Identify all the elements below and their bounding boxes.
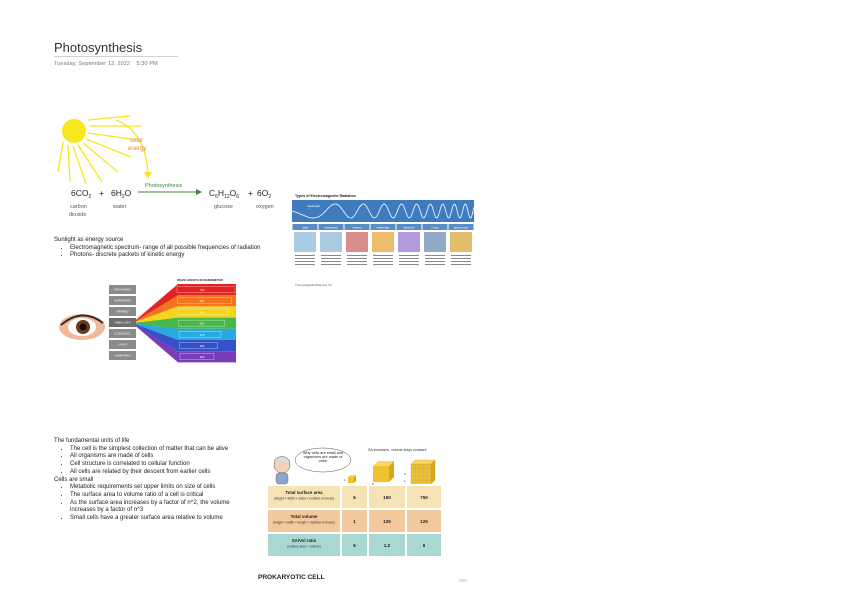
notes-sunlight xyxy=(54,237,294,260)
em-band-caption-line xyxy=(425,264,445,265)
em-band-caption-line xyxy=(451,264,471,265)
list-item: • Photons- discrete packets of kinetic energy xyxy=(70,252,294,260)
em-figure-title: Types of Electromagnetic Radiation xyxy=(295,194,356,198)
em-band-image xyxy=(398,232,420,252)
mini-cube xyxy=(419,472,423,476)
em-band-caption-line xyxy=(451,255,471,256)
time-text: 5:30 PM xyxy=(136,61,158,67)
nm-value: 400 xyxy=(199,355,205,360)
em-band-label: gamma rays xyxy=(453,226,469,230)
nm-value: 450 xyxy=(199,344,205,348)
mini-cube xyxy=(427,480,431,484)
em-band-label: infrared xyxy=(352,226,362,230)
spectrum-label: ULTRAVIOLET xyxy=(114,332,131,336)
em-band-caption-line xyxy=(321,264,341,265)
notes-cells-heading-2: Cells are small xyxy=(54,476,94,483)
mini-cube xyxy=(427,468,431,472)
eye-spectrum-figure xyxy=(56,276,238,366)
name-glucose: glucose xyxy=(214,204,233,210)
em-radiation-figure xyxy=(292,191,474,289)
em-band-caption-line xyxy=(295,264,315,265)
list-item: • Electromagnetic spectrum- range of all possible frequencies of radiation xyxy=(70,245,294,253)
em-band-caption-line xyxy=(295,255,315,256)
em-credit: © Encyclopaedia Britannica, Inc. xyxy=(295,284,333,287)
em-band-caption-line xyxy=(451,261,471,262)
spectrum-chart-title: WAVE LENGTH IN NANOMETER xyxy=(177,278,223,282)
pupil xyxy=(80,324,87,331)
name-dioxide: dioxide xyxy=(69,212,87,218)
em-band-caption-line xyxy=(399,255,419,256)
mini-cube xyxy=(411,472,415,476)
page-date xyxy=(54,61,158,67)
mini-cube xyxy=(427,476,431,480)
em-band-caption-line xyxy=(347,255,367,256)
cube-label: 5 xyxy=(372,482,374,486)
table-value: 1 xyxy=(353,519,356,524)
solar-label: solar xyxy=(130,138,144,144)
em-band-caption-line xyxy=(399,264,419,265)
em-band-label: X-rays xyxy=(431,226,439,230)
em-band-caption-line xyxy=(373,258,393,259)
notes-cells xyxy=(54,438,246,523)
mini-cube xyxy=(415,464,419,468)
nm-value: 550 xyxy=(199,321,205,326)
table-value: 125 xyxy=(420,519,428,524)
notes-cells-heading-1: The fundamental units of life xyxy=(54,438,130,444)
table-value: 6 xyxy=(422,543,426,548)
name-water: water xyxy=(113,204,127,210)
em-band-image xyxy=(372,232,394,252)
mini-cube xyxy=(415,480,419,484)
nm-value: 700 xyxy=(199,288,205,292)
mini-cube xyxy=(419,476,423,480)
scientist-icon xyxy=(274,457,290,485)
list-item: • As the surface area increases by a factor of n^2, the volume increases by a factor of n^3 xyxy=(70,500,246,515)
title-divider xyxy=(54,56,178,57)
em-band-label: ultraviolet xyxy=(403,226,415,230)
table-value: 750 xyxy=(420,495,428,500)
em-band-caption-line xyxy=(347,261,367,262)
nm-value: 600 xyxy=(199,299,205,304)
photosynthesis-arrow-label: Photosynthesis xyxy=(145,183,183,189)
sun-icon xyxy=(62,119,86,143)
sa-note: SA increases, volume stays constant xyxy=(368,448,427,452)
table-value: 125 xyxy=(383,519,391,524)
mini-cube xyxy=(419,480,423,484)
mini-cube xyxy=(415,476,419,480)
spectrum-label: RADIO WAVES xyxy=(114,288,131,292)
mini-cube xyxy=(423,480,427,484)
table-row-sub: (height × width × sides × number of boxes) xyxy=(273,496,335,501)
mini-cube xyxy=(427,464,431,468)
reactant-h2o: $6H_2O$ xyxy=(111,188,132,200)
date-text: Tuesday, September 13, 2022 xyxy=(54,61,131,67)
mini-cube xyxy=(415,468,419,472)
notes-cells-list-2 xyxy=(54,484,246,523)
list-item: • Cell structure is correlated to cellular function xyxy=(70,461,246,469)
product-oxygen-formula: $6O_2$ xyxy=(257,188,272,200)
cube-grid-large xyxy=(411,460,435,484)
mini-cube xyxy=(411,468,415,472)
name-carbon: carbon xyxy=(70,204,87,210)
notes-cells-list-1 xyxy=(54,446,246,477)
plus-sign-2: + xyxy=(248,188,253,198)
table-row-sub: (height × width × length × number of boxes) xyxy=(273,520,335,525)
wave-band xyxy=(292,200,474,222)
mini-cube xyxy=(411,476,415,480)
em-band-label: visible light xyxy=(376,226,390,230)
product-glucose-formula: $C_6H_{12}O_6$ xyxy=(209,188,240,200)
speech-text: Why cells are small and organisms are made of cells! xyxy=(302,451,344,464)
em-band-caption-line xyxy=(321,258,341,259)
image-fragment xyxy=(459,579,467,582)
em-band-image xyxy=(320,232,342,252)
list-item: • The cell is the simplest collection of matter that can be alive xyxy=(70,446,246,454)
table-value: 150 xyxy=(383,495,391,500)
em-band-caption-line xyxy=(321,261,341,262)
reaction-arrowhead xyxy=(196,189,202,195)
em-band-caption-line xyxy=(295,261,315,262)
energy-arrowhead xyxy=(144,172,152,179)
list-item: • All cells are related by their descent from earlier cells xyxy=(70,469,246,477)
em-band-image xyxy=(450,232,472,252)
prokaryotic-cell-caption: PROKARYOTIC CELL xyxy=(258,574,325,581)
em-band-caption-line xyxy=(347,258,367,259)
list-item: • Small cells have a greater surface area relative to volume xyxy=(70,515,246,523)
photosynthesis-equation-figure xyxy=(56,112,286,222)
cube-grid-side xyxy=(431,460,435,484)
spectrum-label: X-RAYS xyxy=(118,343,127,347)
energy-label: energy xyxy=(128,146,147,152)
em-band-caption-line xyxy=(425,255,445,256)
mini-cube xyxy=(427,472,431,476)
em-band-caption-line xyxy=(373,264,393,265)
table-row-label: Total surface area xyxy=(285,490,323,495)
nm-value: 475 xyxy=(199,332,205,337)
mini-cube xyxy=(411,480,415,484)
cube-label: 1 xyxy=(404,479,406,483)
mini-cube xyxy=(411,464,415,468)
mini-cube xyxy=(423,476,427,480)
list-item: • All organisms are made of cells xyxy=(70,453,246,461)
em-band-image xyxy=(346,232,368,252)
em-band-caption-line xyxy=(425,261,445,262)
em-band-caption-line xyxy=(373,261,393,262)
spectrum-label: INFRARED xyxy=(116,310,129,314)
em-band-image xyxy=(424,232,446,252)
em-band-caption-line xyxy=(451,258,471,259)
plus-sign-1: + xyxy=(99,188,104,198)
em-band-caption-line xyxy=(399,258,419,259)
mini-cube xyxy=(415,472,419,476)
reactant-co2: $6CO_2$ xyxy=(71,188,92,200)
mini-cube xyxy=(419,464,423,468)
em-band-caption-line xyxy=(399,261,419,262)
notes-sunlight-list xyxy=(54,245,294,260)
table-value: 6 xyxy=(353,543,356,548)
name-oxygen: oxygen xyxy=(256,204,274,210)
spectrum-label: MICROWAVES xyxy=(114,299,131,303)
em-band-caption-line xyxy=(373,255,393,256)
em-band-caption-line xyxy=(295,258,315,259)
cube-label: 5 xyxy=(404,472,406,476)
table-value: 6 xyxy=(353,495,356,500)
list-item: • Metabolic requirements set upper limits on size of cells xyxy=(70,484,246,492)
mini-cube xyxy=(419,468,423,472)
em-band-caption-line xyxy=(321,255,341,256)
page-title: Photosynthesis xyxy=(54,40,143,55)
spectrum-label: GAMMA RAYS xyxy=(114,354,131,358)
mini-cube xyxy=(423,472,427,476)
table-row-label: SA/Vol ratio xyxy=(291,538,317,543)
em-band-caption-line xyxy=(425,258,445,259)
list-item: • The surface area to volume ratio of a cell is critical xyxy=(70,492,246,500)
table-value: 1.2 xyxy=(383,543,391,548)
notes-sunlight-heading: Sunlight as energy source xyxy=(54,237,124,243)
cube-grid-top xyxy=(411,460,435,464)
sa-volume-table xyxy=(268,486,441,556)
spectrum-label: VISIBLE LIGHT xyxy=(114,321,131,325)
wavelength-label: wavelength xyxy=(307,205,321,208)
table-row-label: Total volume xyxy=(290,514,318,519)
em-band-label: microwaves xyxy=(324,226,338,230)
surface-area-volume-figure xyxy=(268,444,442,560)
speech-text-box xyxy=(300,451,346,471)
em-band-image xyxy=(294,232,316,252)
nm-value: 580 xyxy=(199,310,205,315)
cube-small xyxy=(348,475,356,483)
visible-spectrum xyxy=(136,284,236,362)
cube-medium xyxy=(373,461,394,482)
mini-cube xyxy=(423,468,427,472)
table-row-sub: (surface area ÷ volume) xyxy=(287,544,321,549)
em-band-label: radio xyxy=(302,226,308,230)
em-band-caption-line xyxy=(347,264,367,265)
mini-cube xyxy=(423,464,427,468)
cube-label: 1 xyxy=(344,478,346,482)
